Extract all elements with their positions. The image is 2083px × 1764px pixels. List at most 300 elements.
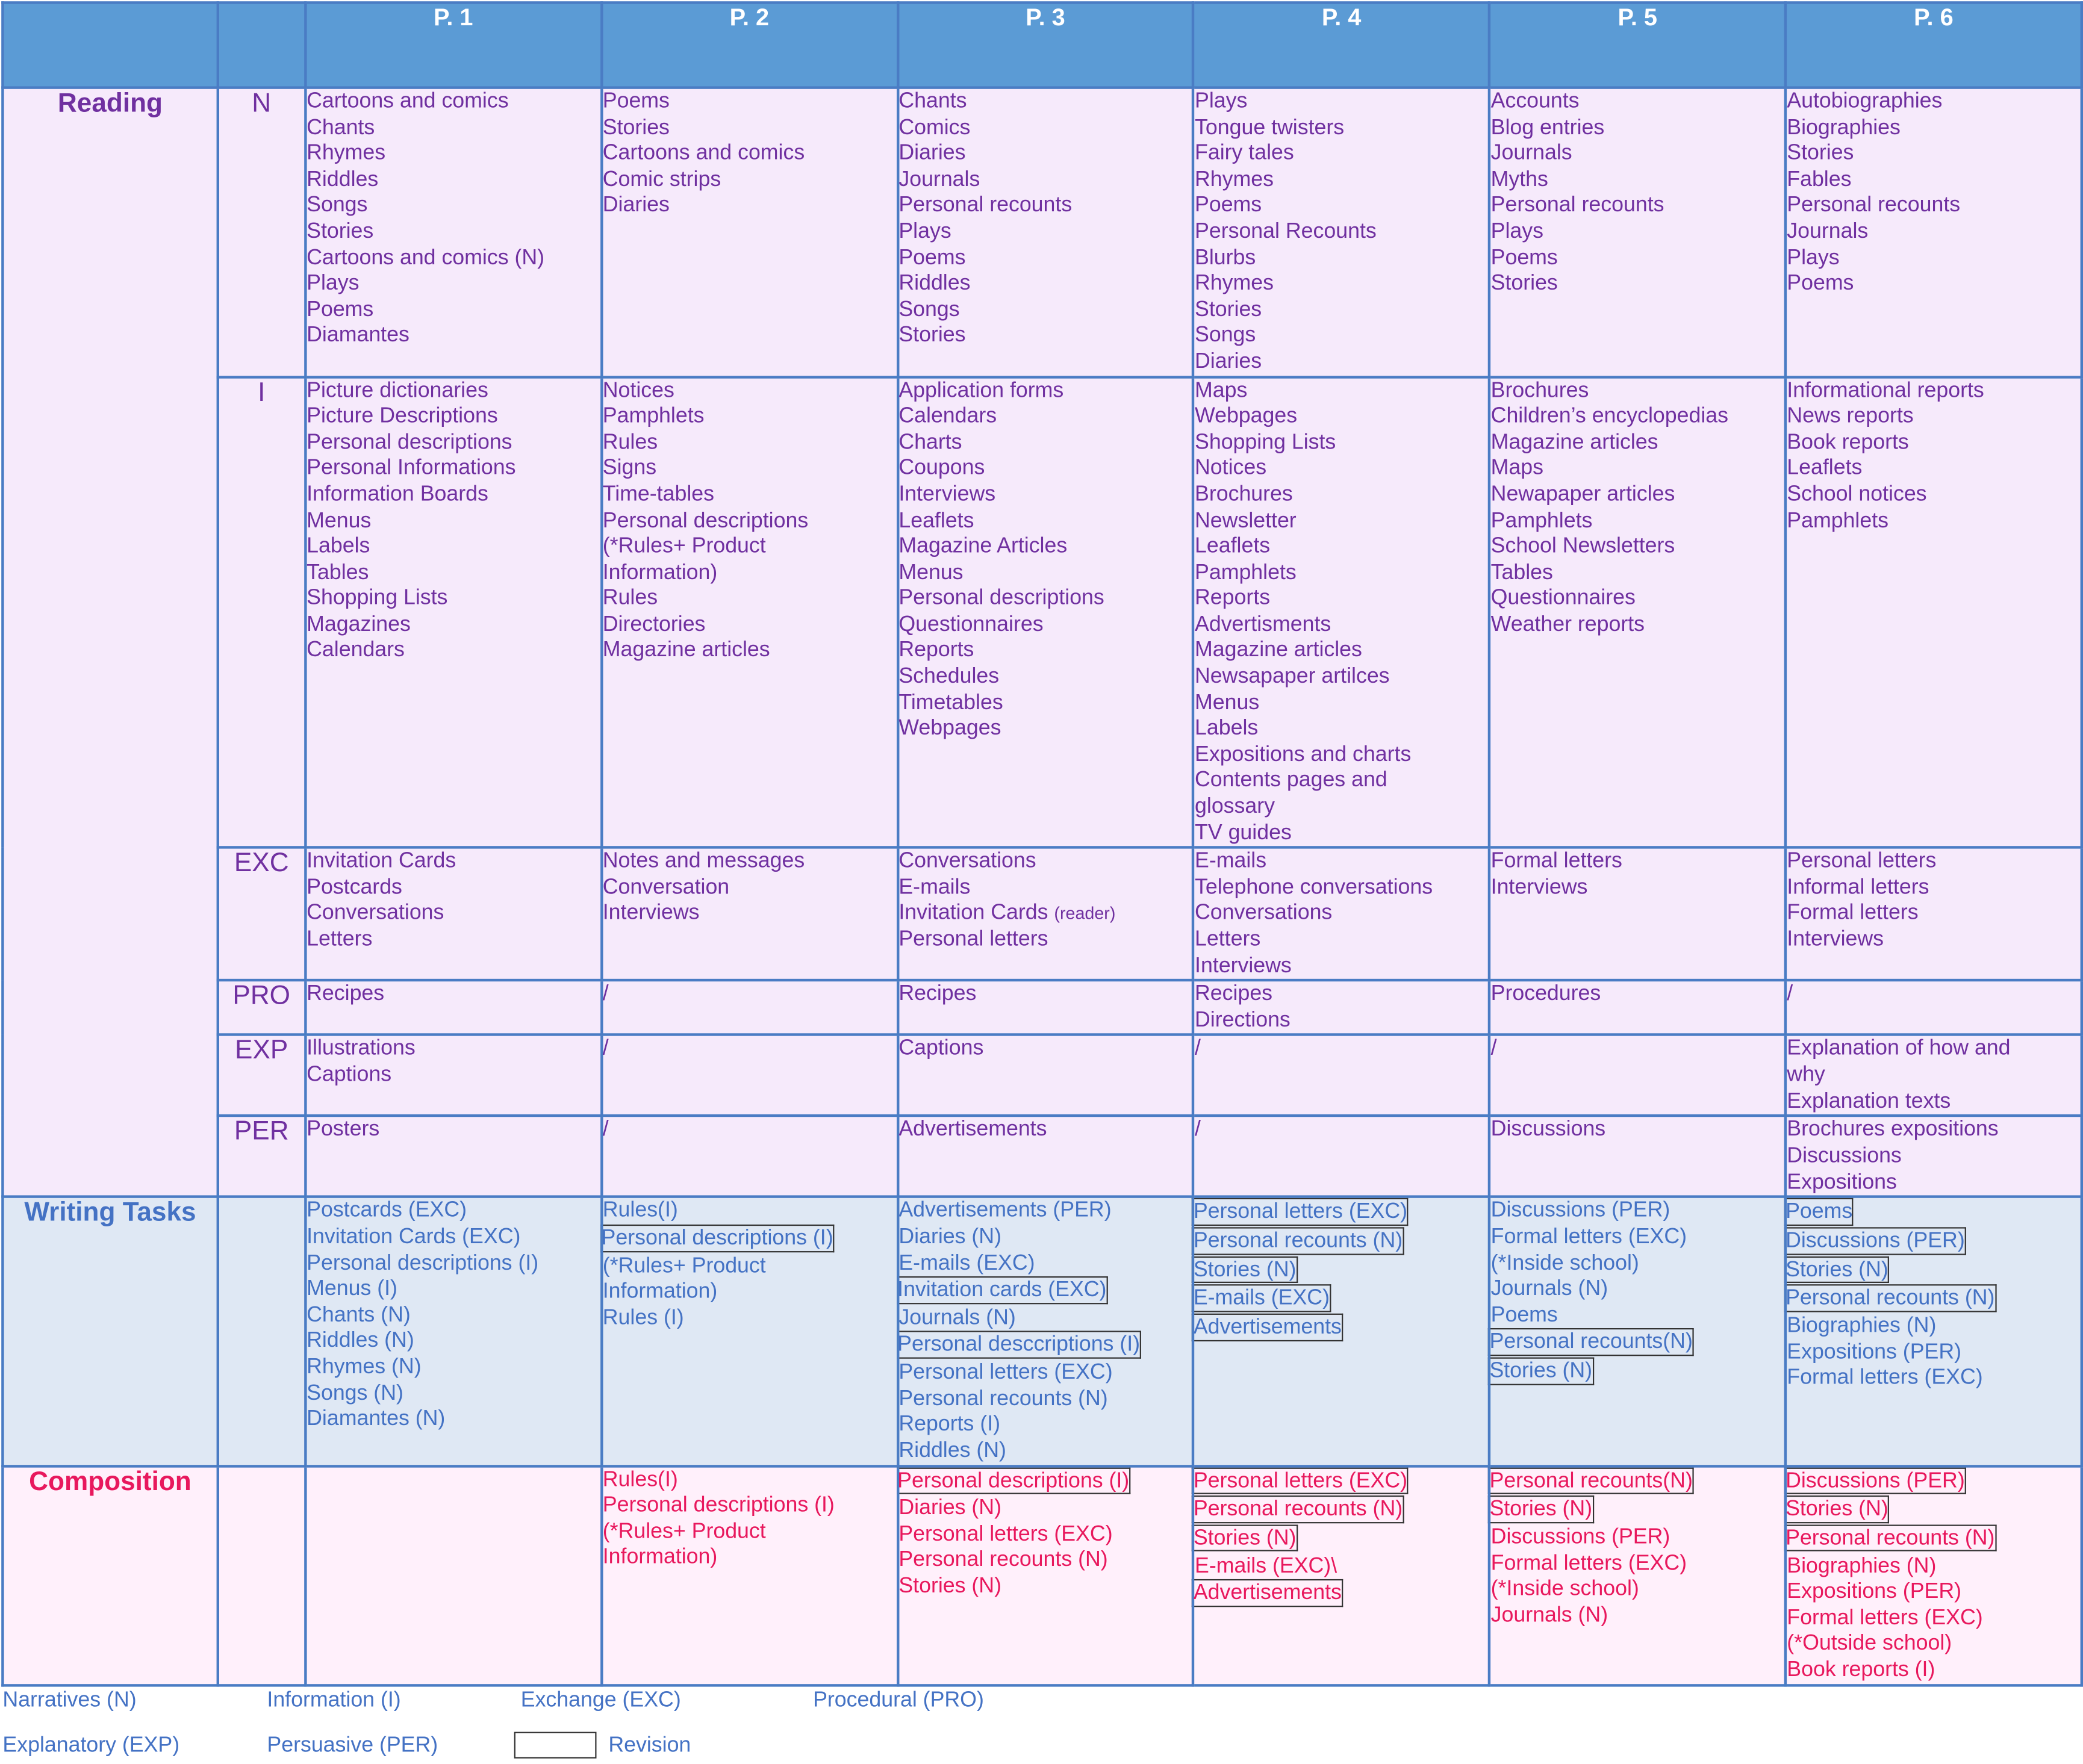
list-item-text: Invitation cards (EXC)	[897, 1278, 1107, 1302]
cell-reading-exp-p6	[1786, 1035, 2082, 1116]
list-item-text: Menus	[307, 508, 372, 532]
header-row	[2, 2, 2081, 87]
list-item	[1787, 219, 2080, 245]
list-item	[898, 1117, 1192, 1143]
list-item-text: Myths	[1490, 167, 1548, 191]
list-item-text: Formal letters	[1787, 901, 1919, 925]
list-item	[307, 982, 600, 1008]
cell-reading-per-p2	[602, 1116, 898, 1197]
list-item-text: Recipes	[307, 981, 385, 1006]
list-item-text: Newsapaper artilces	[1195, 664, 1390, 688]
list-item-text: /	[602, 981, 609, 1006]
list-item-text: Personal recounts	[1490, 193, 1664, 217]
list-item-text: Formal letters (EXC)	[1787, 1365, 1983, 1390]
list-item-text: Personal recounts(N)	[1489, 1330, 1693, 1354]
list-item	[307, 271, 600, 297]
list-item-text: Stories	[898, 323, 966, 347]
list-item-text: Stories (N)	[1193, 1257, 1297, 1282]
list-item	[307, 638, 600, 664]
list-item	[307, 115, 600, 141]
list-item	[896, 1276, 1108, 1303]
list-item-text: School Newsletters	[1490, 534, 1675, 558]
list-item-text: Biographies	[1787, 115, 1901, 139]
list-item-text: Discussions (PER)	[1786, 1468, 1965, 1492]
list-item-text: Brochures expositions	[1787, 1117, 1999, 1141]
list-item-text: Cartoons and comics (N)	[307, 245, 545, 269]
list-item	[1195, 953, 1488, 979]
list-item-text: Shopping Lists	[1195, 430, 1336, 454]
list-item-text: Captions	[898, 1036, 984, 1061]
list-item	[898, 271, 1192, 297]
cell-writing-p1	[305, 1197, 602, 1466]
list-item	[1787, 378, 2080, 404]
header-p2: P. 2	[602, 2, 898, 87]
list-item-text: Stories	[1787, 141, 1854, 165]
list-item-text: Expositions	[1787, 1169, 1897, 1194]
list-item	[307, 1276, 600, 1302]
list-item-text: Webpages	[898, 716, 1001, 741]
list-item	[1195, 716, 1488, 742]
cell-reading-i-p4	[1194, 376, 1490, 847]
cell-reading-i-p5	[1489, 376, 1786, 847]
list-item	[1787, 1632, 2080, 1657]
list-item-text: Rhymes (N)	[307, 1355, 422, 1379]
header-p4: P. 4	[1194, 2, 1490, 87]
list-item	[1491, 1303, 1784, 1329]
list-item	[1491, 1276, 1784, 1302]
list-item-text: Postcards (EXC)	[307, 1198, 467, 1223]
list-item-text: Illustrations	[307, 1036, 416, 1061]
list-item	[603, 404, 896, 430]
reading-row-exp	[2, 1035, 2081, 1116]
list-item-text: Rules (I)	[602, 1305, 684, 1329]
list-item	[1491, 167, 1784, 193]
list-item	[307, 1303, 600, 1329]
list-item-text: Conversation	[602, 875, 730, 899]
list-item	[603, 1467, 896, 1493]
list-item-text: (*Rules+ Product	[602, 534, 766, 558]
list-item	[1787, 1089, 2080, 1114]
list-item	[1491, 1577, 1784, 1603]
cell-composition-p6	[1786, 1465, 2082, 1685]
list-item-text: Biographies (N)	[1787, 1314, 1937, 1338]
list-item-text: Weather reports	[1490, 612, 1645, 636]
list-item-text: /	[1490, 1036, 1497, 1061]
list-item-text: Tables	[307, 560, 369, 584]
list-item	[1195, 115, 1488, 141]
type-label: PER	[218, 1116, 305, 1197]
cell-reading-per-p4	[1194, 1116, 1490, 1197]
header-p1: P. 1	[305, 2, 602, 87]
list-item-text: Blog entries	[1490, 115, 1605, 139]
list-item	[898, 1387, 1192, 1412]
list-item	[1787, 1340, 2080, 1365]
list-item-text: Children’s encyclopedias	[1490, 403, 1729, 428]
list-item	[603, 1519, 896, 1545]
list-item	[307, 378, 600, 404]
list-item	[898, 1360, 1192, 1386]
list-item	[898, 690, 1192, 716]
list-item-text: Conversations	[1195, 901, 1333, 925]
list-item-text: Diaries	[898, 141, 966, 165]
list-item-text: Personal recounts	[1787, 193, 1961, 217]
list-item	[603, 456, 896, 482]
list-item	[1195, 430, 1488, 456]
cell-writing-p3	[897, 1197, 1194, 1466]
list-item-text: Autobiographies	[1787, 89, 1943, 113]
list-item	[1491, 849, 1784, 875]
list-item-text: Brochures	[1195, 482, 1293, 506]
cell-reading-n-p2	[602, 88, 898, 377]
list-item	[1491, 982, 1784, 1008]
list-item	[1787, 167, 2080, 193]
list-item	[1195, 167, 1488, 193]
list-item	[1195, 849, 1488, 875]
list-item	[898, 297, 1192, 323]
list-item-text: Magazine articles	[1490, 430, 1658, 454]
list-item	[603, 1545, 896, 1571]
list-item-text: Information Boards	[307, 482, 488, 506]
list-item	[1195, 768, 1488, 794]
list-item	[307, 1406, 600, 1432]
list-item-text: Directories	[602, 612, 706, 636]
list-item	[1787, 1657, 2080, 1683]
list-item-text: Songs	[1195, 323, 1256, 347]
list-item	[603, 193, 896, 219]
list-item	[1195, 245, 1488, 271]
list-item	[898, 1199, 1192, 1225]
list-item-text: Questionnaires	[1490, 586, 1636, 610]
list-item-text: /	[602, 1117, 609, 1141]
list-item-text: Stories	[1195, 297, 1262, 321]
cell-composition-p3	[897, 1465, 1194, 1685]
list-item-text: Pamphlets	[1490, 508, 1593, 532]
list-item-text: Maps	[1195, 377, 1248, 402]
list-item	[1787, 1117, 2080, 1143]
list-item	[1787, 1037, 2080, 1063]
list-item	[1491, 1551, 1784, 1577]
list-item-text: Informal letters	[1787, 875, 1929, 899]
list-item	[603, 89, 896, 115]
list-item	[898, 1412, 1192, 1438]
list-item	[1195, 875, 1488, 901]
list-item-text: Brochures	[1490, 377, 1589, 402]
list-item-text: Poems	[602, 89, 670, 113]
list-item-text: Personal descriptions (I)	[307, 1250, 539, 1275]
cell-reading-exp-p1	[305, 1035, 602, 1116]
list-item	[1784, 1495, 1890, 1523]
cell-reading-exc-p5	[1489, 848, 1786, 981]
list-item-text: Fables	[1787, 167, 1852, 191]
list-item-text: Plays	[307, 271, 360, 296]
list-item	[307, 1037, 600, 1063]
list-item-text: /	[1787, 981, 1793, 1006]
list-item-text: Stories (N)	[1489, 1358, 1593, 1383]
list-item-text: Leaflets	[1195, 534, 1271, 558]
list-item-text: Shopping Lists	[307, 586, 448, 610]
list-item	[1787, 1143, 2080, 1169]
cell-reading-pro-p2	[602, 981, 898, 1036]
list-item-text: Posters	[307, 1117, 380, 1141]
list-item	[1491, 508, 1784, 534]
list-item-text: Conversations	[307, 901, 444, 925]
list-item	[307, 1063, 600, 1089]
cell-reading-exp-p4	[1194, 1035, 1490, 1116]
cell-reading-exc-p1	[305, 848, 602, 981]
list-item	[1195, 982, 1488, 1008]
cell-reading-exp-p2	[602, 1035, 898, 1116]
list-item-text: /	[1195, 1036, 1201, 1061]
list-item	[1195, 1008, 1488, 1034]
list-item	[307, 612, 600, 638]
list-item	[603, 1037, 896, 1063]
list-item-text: Picture dictionaries	[307, 377, 488, 402]
list-item	[1491, 193, 1784, 219]
cell-reading-per-p5	[1489, 1116, 1786, 1197]
list-item-text: Diaries (N)	[898, 1495, 1001, 1520]
list-item-text: Personal recounts (N)	[1193, 1497, 1403, 1521]
section-reading: Reading	[2, 88, 217, 1197]
list-item	[307, 219, 600, 245]
list-item-text: Magazine articles	[1195, 638, 1362, 662]
list-item	[603, 141, 896, 167]
list-item	[603, 1279, 896, 1305]
cell-writing-p5	[1489, 1197, 1786, 1466]
list-item-text: Calendars	[898, 403, 997, 428]
list-item	[307, 1117, 600, 1143]
list-item	[898, 560, 1192, 586]
list-item	[1491, 1225, 1784, 1250]
cell-composition-p4	[1194, 1465, 1490, 1685]
list-item-text: Rhymes	[1195, 167, 1274, 191]
list-item	[1488, 1358, 1593, 1385]
list-item-text: E-mails	[1195, 849, 1267, 873]
list-item	[898, 404, 1192, 430]
list-item	[1491, 245, 1784, 271]
list-item-text: Contents pages and	[1195, 768, 1387, 792]
list-item	[307, 404, 600, 430]
list-item	[1787, 1553, 2080, 1579]
list-item-text: Invitation Cards	[307, 849, 456, 873]
list-item	[1787, 482, 2080, 508]
list-item-text: E-mails (EXC)	[898, 1250, 1035, 1275]
list-item	[1192, 1199, 1409, 1226]
list-item-text: Personal recounts (N)	[1193, 1228, 1403, 1253]
type-label: N	[218, 88, 305, 377]
list-item	[603, 1305, 896, 1331]
list-item-text: Personal descriptions (I)	[897, 1468, 1130, 1492]
list-item-text: Notices	[602, 377, 674, 402]
type-label	[218, 1197, 305, 1466]
list-item-text: School notices	[1787, 482, 1927, 506]
list-item-text: Charts	[898, 430, 962, 454]
list-item-text: Directions	[1195, 1007, 1291, 1032]
cell-reading-i-p6	[1786, 376, 2082, 847]
list-item-text: Newapaper articles	[1490, 482, 1675, 506]
reading-row-i	[2, 376, 2081, 847]
list-item-text: Stories	[307, 219, 374, 243]
list-item	[1787, 404, 2080, 430]
list-item	[1787, 1366, 2080, 1392]
list-item-text: Blurbs	[1195, 245, 1256, 269]
list-item	[1491, 1199, 1784, 1225]
list-item	[1488, 1467, 1694, 1494]
list-item	[1195, 456, 1488, 482]
list-item	[898, 167, 1192, 193]
list-item	[898, 430, 1192, 456]
list-item-text: Schedules	[898, 664, 1000, 688]
list-item-text: why	[1787, 1062, 1825, 1087]
list-item-text: Procedures	[1490, 981, 1601, 1006]
list-item-text: Personal letters	[898, 927, 1048, 951]
list-item	[307, 927, 600, 953]
list-item-text: Explanation of how and	[1787, 1036, 2011, 1061]
cell-reading-pro-p6	[1786, 981, 2082, 1036]
list-item	[1195, 638, 1488, 664]
legend-explanatory: Explanatory (EXP)	[2, 1733, 180, 1757]
list-item	[898, 1574, 1192, 1600]
list-item	[307, 1250, 600, 1276]
list-item	[603, 508, 896, 534]
section-composition: Composition	[2, 1465, 217, 1685]
list-item-text: News reports	[1787, 403, 1914, 428]
list-item	[1787, 508, 2080, 534]
list-item-text: Diamantes (N)	[307, 1406, 446, 1431]
list-item	[898, 219, 1192, 245]
list-item-text: Journals	[898, 167, 980, 191]
list-item	[1195, 794, 1488, 820]
list-item-text: Comic strips	[602, 167, 721, 191]
list-item	[1787, 875, 2080, 901]
cell-reading-i-p3	[897, 376, 1194, 847]
list-item	[1192, 1579, 1344, 1606]
list-item-text: /	[1195, 1117, 1201, 1141]
list-item-text: E-mails (EXC)\	[1195, 1553, 1337, 1577]
list-item	[896, 1331, 1141, 1358]
list-item	[896, 1467, 1130, 1494]
list-item	[1787, 245, 2080, 271]
cell-reading-exc-p4	[1194, 848, 1490, 981]
list-item-text: Rules(I)	[602, 1198, 678, 1223]
list-item	[1787, 115, 2080, 141]
list-item-text: Diaries	[1195, 349, 1262, 373]
list-item-text: Advertisements	[898, 1117, 1047, 1141]
cell-reading-n-p6	[1786, 88, 2082, 377]
list-item	[1491, 141, 1784, 167]
list-item-text: Personal Recounts	[1195, 219, 1377, 243]
list-item	[1491, 1524, 1784, 1550]
cell-reading-pro-p4	[1194, 981, 1490, 1036]
list-item-text: Personal descriptions	[307, 430, 512, 454]
list-item	[898, 482, 1192, 508]
cell-reading-exc-p3	[897, 848, 1194, 981]
list-item-text: Coupons	[898, 456, 985, 480]
list-item	[603, 115, 896, 141]
list-item	[898, 245, 1192, 271]
list-item-text: Advertisements	[1193, 1315, 1342, 1339]
list-item-text: Personal letters	[1787, 849, 1937, 873]
header-corner-type	[218, 2, 305, 87]
list-item-text: Advertisements	[1193, 1580, 1342, 1605]
list-item-text: Expositions (PER)	[1787, 1579, 1962, 1604]
list-item	[1787, 89, 2080, 115]
list-item-text: Poems	[1195, 193, 1262, 217]
list-item-text: Recipes	[898, 981, 977, 1006]
list-item-text: Poems	[898, 245, 966, 269]
list-item	[1195, 1037, 1488, 1063]
legend-revision: Revision	[608, 1733, 691, 1757]
list-item-text: Postcards	[307, 875, 402, 899]
legend-narratives: Narratives (N)	[2, 1688, 137, 1712]
list-item	[603, 482, 896, 508]
list-item	[603, 560, 896, 586]
list-item	[1195, 901, 1488, 927]
list-item	[898, 1438, 1192, 1464]
list-item-text: Journals	[1787, 219, 1869, 243]
list-item	[898, 1548, 1192, 1574]
list-item	[898, 612, 1192, 638]
cell-reading-per-p6	[1786, 1116, 2082, 1197]
list-item-text: Invitation Cards	[898, 901, 1048, 925]
list-item	[898, 1522, 1192, 1548]
list-item	[1195, 927, 1488, 953]
list-item-text: Pamphlets	[1787, 508, 1889, 532]
list-item	[1195, 586, 1488, 612]
list-item-text: Cartoons and comics	[307, 89, 509, 113]
list-item	[307, 901, 600, 927]
list-item	[1195, 323, 1488, 349]
list-item-text: Menus	[898, 560, 964, 584]
list-item-text: /	[602, 1036, 609, 1061]
list-item-text: Information)	[602, 1279, 718, 1303]
list-item-text: Advertisements (PER)	[898, 1198, 1112, 1223]
list-item	[1787, 1314, 2080, 1340]
list-item-text: Menus (I)	[307, 1276, 397, 1301]
list-item-text: Poems	[1490, 1302, 1558, 1327]
list-item-text: Poems	[1787, 271, 1854, 296]
list-item	[898, 89, 1192, 115]
list-item-text: Advertisments	[1195, 612, 1331, 636]
list-item	[1787, 1170, 2080, 1196]
list-item	[1192, 1228, 1404, 1255]
list-item-text: Diamantes	[307, 323, 409, 347]
list-item-text: Plays	[1787, 245, 1840, 269]
list-item	[307, 560, 600, 586]
list-item-text: Stories (N)	[1786, 1257, 1888, 1282]
list-item	[307, 875, 600, 901]
list-item	[307, 1380, 600, 1406]
list-item-text: TV guides	[1195, 820, 1292, 845]
reading-row-per	[2, 1116, 2081, 1197]
list-item	[307, 1329, 600, 1355]
list-item-text: Journals (N)	[898, 1305, 1016, 1329]
list-item-text: Recipes	[1195, 981, 1273, 1006]
cell-reading-exp-p3	[897, 1035, 1194, 1116]
list-item	[1491, 456, 1784, 482]
list-item	[307, 1225, 600, 1250]
list-item	[603, 167, 896, 193]
list-item-text: Riddles	[898, 271, 971, 296]
list-item	[1195, 141, 1488, 167]
list-item	[603, 586, 896, 612]
list-item	[1787, 927, 2080, 953]
legend-exchange: Exchange (EXC)	[520, 1688, 681, 1712]
legend-information: Information (I)	[267, 1688, 401, 1712]
list-item	[307, 508, 600, 534]
list-item	[1491, 219, 1784, 245]
list-item	[603, 378, 896, 404]
list-item	[898, 927, 1192, 953]
